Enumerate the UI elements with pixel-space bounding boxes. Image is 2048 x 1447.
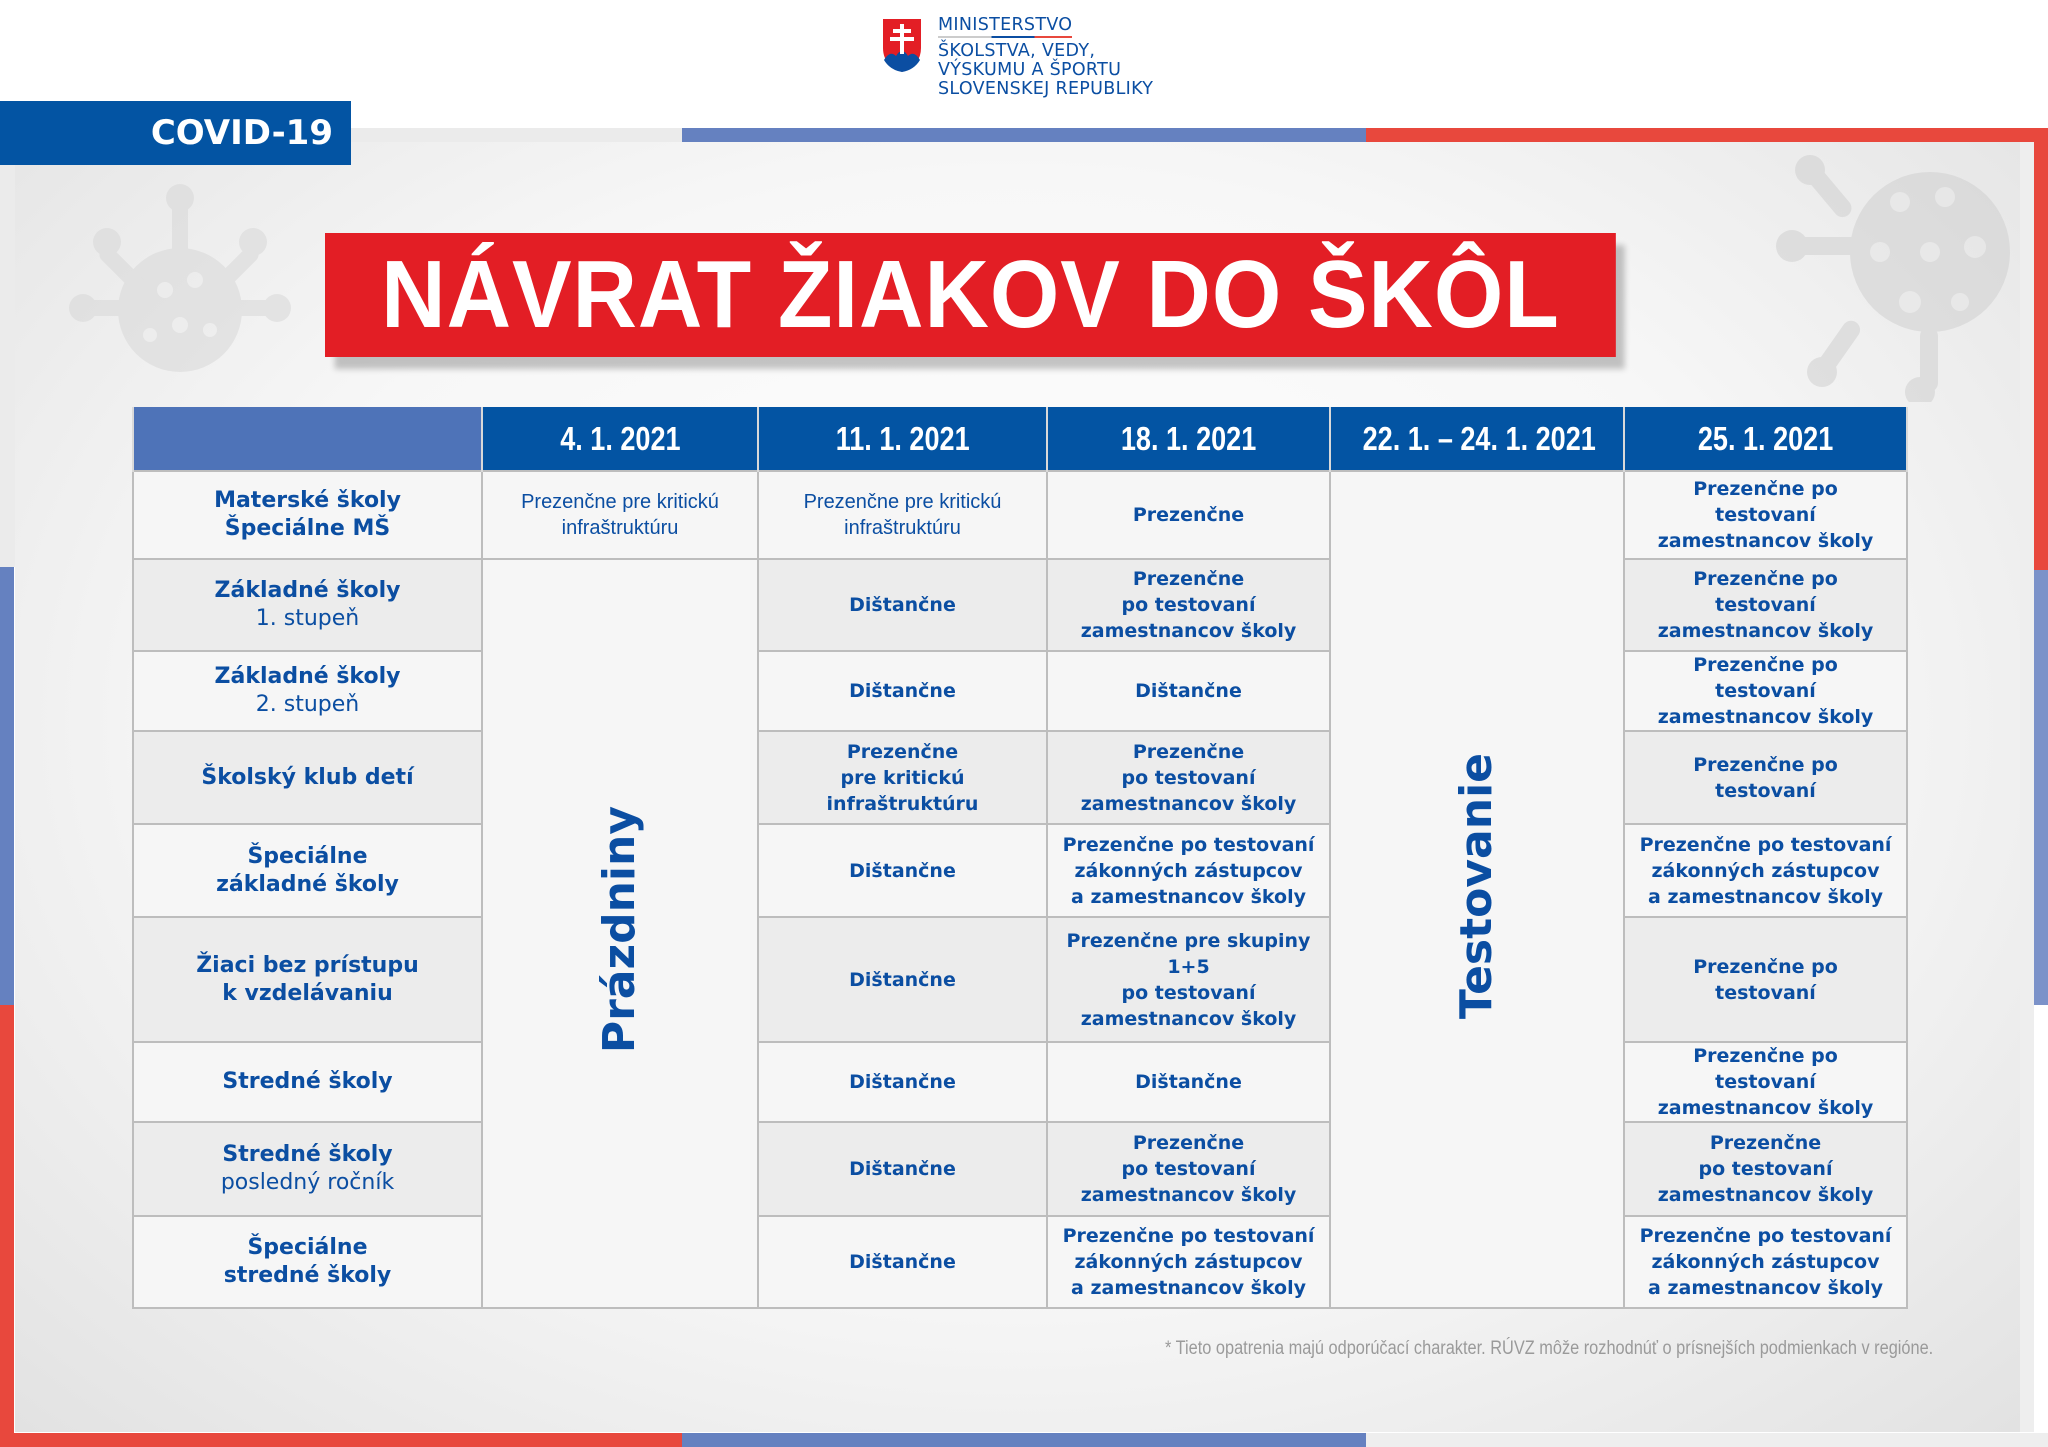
cell-line: Prezenčne [1132, 504, 1245, 526]
covid-badge: COVID-19 [0, 101, 351, 165]
cell-0401 [482, 471, 758, 559]
row-label: Stredné školy [133, 1042, 482, 1122]
cell-line: infraštruktúru [826, 792, 979, 815]
bottom-border-gray [1366, 1433, 2048, 1447]
cell-line: Prezenčne pre kritickú infraštruktúru [521, 491, 719, 539]
row-label: Materské školy Špeciálne MŠ [133, 471, 482, 559]
cell-line: Prezenčne po testovaní [1693, 753, 1838, 802]
cell-1801 [1047, 471, 1330, 559]
cell-line: Prezenčne po testovaní zamestnancov školy [1657, 478, 1874, 552]
column-header: 18. 1. 2021 [1047, 407, 1330, 471]
cell-1801 [1047, 1042, 1330, 1122]
table-row [133, 651, 1907, 731]
cell-line: zamestnancov školy [1080, 1007, 1297, 1030]
cell-1801 [1047, 1216, 1330, 1308]
cell-2501 [1624, 1216, 1907, 1308]
cell-1101 [758, 1122, 1047, 1216]
footnote: * Tieto opatrenia majú odporúčací charakter. RÚVZ môže rozhodnúť o prísnejších podmienkach v regióne. [1165, 1338, 1934, 1359]
page-title-text: NÁVRAT ŽIAKOV DO ŠKÔL [381, 241, 1560, 348]
cell-line: Prezenčne [1709, 1132, 1822, 1154]
table-row [133, 471, 1907, 559]
cell-1101 [758, 917, 1047, 1042]
cell-line: zamestnancov školy [1657, 1184, 1874, 1206]
cell-2501 [1624, 471, 1907, 559]
cell-2501 [1624, 1042, 1907, 1122]
cell-1101 [758, 559, 1047, 651]
cell-line: Prezenčne po testovaní zamestnancov školy [1657, 1045, 1874, 1119]
cell-2501 [1624, 824, 1907, 917]
cell-line: po testovaní [1121, 1158, 1256, 1180]
cell-2501 [1624, 651, 1907, 731]
table-row [133, 824, 1907, 917]
cell-line: Prezenčne po testovaní [1639, 1225, 1892, 1247]
cell-line: a zamestnancov školy [1648, 1277, 1883, 1299]
virus-icon [55, 160, 305, 390]
cell-line: Dištančne [849, 1158, 956, 1180]
top-strip-blue [682, 128, 1366, 142]
logo-line-2: ŠKOLSTVA, VEDY, [938, 41, 1096, 61]
cell-line: zamestnancov školy [1080, 620, 1297, 642]
cell-1801 [1047, 917, 1330, 1042]
left-border-red [0, 1005, 14, 1447]
table-header-row [133, 407, 1907, 471]
row-label: Stredné školy posledný ročník [133, 1122, 482, 1216]
cell-1801 [1047, 824, 1330, 917]
cell-line: 1+5 [1167, 955, 1210, 978]
right-border-blue [2034, 570, 2048, 1005]
cell-line: Dištančne [1135, 680, 1242, 702]
cell-line: zákonných zástupcov [1651, 1251, 1880, 1273]
cell-line: Dištančne [849, 680, 956, 702]
cell-1801 [1047, 731, 1330, 824]
column-header: 11. 1. 2021 [758, 407, 1047, 471]
logo-line-1: MINISTERSTVO [938, 16, 1072, 40]
cell-line: Dištančne [849, 594, 956, 616]
cell-line: Dištančne [849, 859, 956, 882]
logo-line-3: VÝSKUMU A ŠPORTU [938, 60, 1122, 80]
row-label: Žiaci bez prístupu k vzdelávaniu [133, 917, 482, 1042]
cell-line: Dištančne [849, 968, 956, 991]
cell-line: Prezenčne [1132, 568, 1245, 590]
bottom-border-blue [682, 1433, 1366, 1447]
header-corner [133, 407, 482, 471]
top-strip-red [1366, 128, 2048, 142]
table-row [133, 1042, 1907, 1122]
cell-line: po testovaní [1121, 981, 1256, 1004]
right-border-red [2034, 128, 2048, 570]
cell-2501 [1624, 917, 1907, 1042]
cell-1101 [758, 1042, 1047, 1122]
schedule-table [132, 407, 1908, 1309]
merged-cell-testovanie [1330, 471, 1624, 1308]
left-border-blue [0, 567, 14, 1005]
cell-line: Dištančne [1135, 1071, 1242, 1093]
cell-line: po testovaní [1121, 766, 1256, 789]
logo-line-4: SLOVENSKEJ REPUBLIKY [938, 79, 1154, 99]
cell-line: zákonných zástupcov [1074, 859, 1303, 882]
table-row [133, 559, 1907, 651]
cell-line: Prezenčne po testovaní [1693, 955, 1838, 1004]
cell-1101 [758, 824, 1047, 917]
cell-line: zákonných zástupcov [1651, 859, 1880, 882]
column-header: 25. 1. 2021 [1624, 407, 1907, 471]
cell-line: Prezenčne po testovaní [1639, 833, 1892, 856]
cell-2501 [1624, 1122, 1907, 1216]
cell-line: po testovaní [1121, 594, 1256, 616]
page-title [325, 233, 1616, 357]
ministry-logo [880, 16, 1153, 99]
cell-line: zamestnancov školy [1080, 792, 1297, 815]
merged-cell-prazdniny [482, 559, 758, 1308]
cell-line: a zamestnancov školy [1071, 1277, 1306, 1299]
vertical-label-testovanie: Testovanie [1451, 752, 1502, 1020]
cell-1101 [758, 731, 1047, 824]
table-row [133, 1122, 1907, 1216]
cell-1801 [1047, 559, 1330, 651]
row-label: Špeciálne základné školy [133, 824, 482, 917]
top-strip-gray [350, 128, 682, 142]
cell-line: pre kritickú [840, 766, 965, 789]
cell-line: a zamestnancov školy [1071, 885, 1306, 908]
table-row [133, 1216, 1907, 1308]
row-label: Základné školy 1. stupeň [133, 559, 482, 651]
column-header: 4. 1. 2021 [482, 407, 758, 471]
slovak-coat-of-arms-icon [880, 16, 924, 74]
cell-line: Prezenčne po testovaní zamestnancov školy [1657, 568, 1874, 642]
row-label: Špeciálne stredné školy [133, 1216, 482, 1308]
vertical-label-prazdniny: Prázdniny [594, 806, 645, 1054]
row-label: Školský klub detí [133, 731, 482, 824]
column-header: 22. 1. – 24. 1. 2021 [1330, 407, 1624, 471]
cell-1801 [1047, 651, 1330, 731]
cell-line: Prezenčne po testovaní zamestnancov školy [1657, 654, 1874, 728]
table-row [133, 917, 1907, 1042]
cell-line: a zamestnancov školy [1648, 885, 1883, 908]
virus-icon [1770, 142, 2020, 402]
cell-line: Prezenčne po testovaní [1062, 833, 1315, 856]
left-border-gray [0, 142, 15, 567]
cell-line: po testovaní [1698, 1158, 1833, 1180]
row-label: Základné školy 2. stupeň [133, 651, 482, 731]
cell-line: Prezenčne [846, 740, 959, 763]
cell-line: Prezenčne [1132, 1132, 1245, 1154]
cell-line: Dištančne [849, 1071, 956, 1093]
cell-2501 [1624, 731, 1907, 824]
cell-1101 [758, 1216, 1047, 1308]
cell-line: zákonných zástupcov [1074, 1251, 1303, 1273]
table-row [133, 731, 1907, 824]
cell-line: zamestnancov školy [1080, 1184, 1297, 1206]
cell-line: Dištančne [849, 1251, 956, 1273]
cell-2501 [1624, 559, 1907, 651]
cell-line: Prezenčne po testovaní [1062, 1225, 1315, 1247]
cell-1801 [1047, 1122, 1330, 1216]
cell-line: Prezenčne pre skupiny [1066, 929, 1311, 952]
cell-1101 [758, 651, 1047, 731]
right-border-gray [2020, 142, 2034, 1432]
cell-line: Prezenčne pre kritickú infraštruktúru [803, 491, 1002, 539]
cell-1101 [758, 471, 1047, 559]
bottom-border-red [0, 1433, 682, 1447]
cell-line: Prezenčne [1132, 740, 1245, 763]
